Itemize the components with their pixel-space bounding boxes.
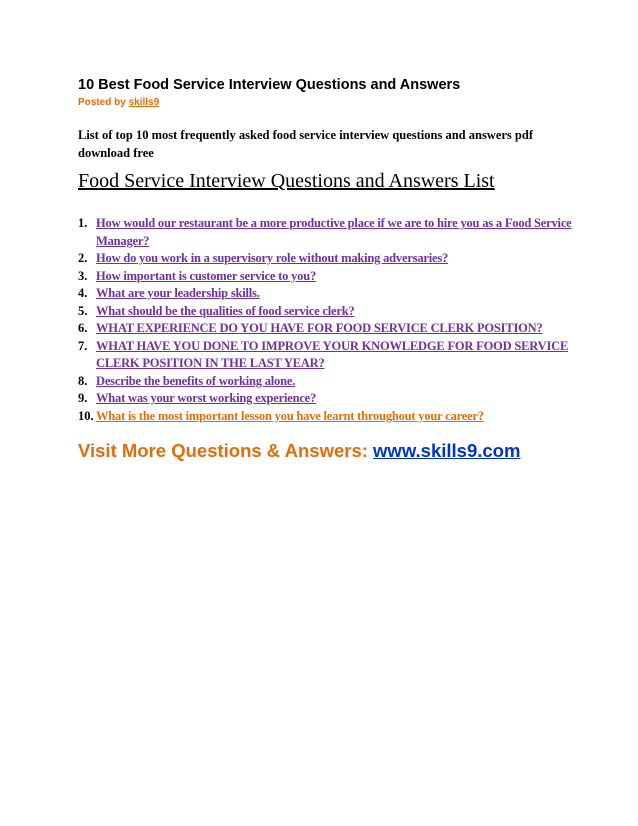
intro-paragraph: List of top 10 most frequently asked food service interview questions and answers pdf download free: [78, 128, 533, 160]
list-number: 8.: [78, 373, 88, 388]
question-link[interactable]: What was your worst working experience?: [96, 391, 317, 405]
question-link[interactable]: What are your leadership skills.: [96, 286, 260, 300]
question-link[interactable]: What is the most important lesson you have learnt throughout your career?: [96, 408, 484, 423]
question-list: [78, 215, 578, 425]
list-number: 2.: [78, 251, 88, 265]
visit-label: Visit More Questions & Answers:: [78, 440, 368, 461]
list-item: [78, 320, 578, 338]
section-heading: Food Service Interview Questions and Answers List: [78, 170, 495, 192]
question-link[interactable]: WHAT EXPERIENCE DO YOU HAVE FOR FOOD SERVICE CLERK POSITION?: [96, 321, 543, 335]
list-number: 6.: [78, 321, 88, 335]
list-item: [78, 285, 578, 303]
list-item: [78, 268, 578, 286]
visit-line: [78, 440, 520, 462]
question-link[interactable]: What should be the qualities of food service clerk?: [96, 303, 355, 318]
website-link[interactable]: www.skills9.com: [373, 440, 521, 461]
list-number: 4.: [78, 286, 88, 300]
list-item: [78, 303, 578, 321]
list-item: [78, 250, 578, 268]
list-number: 3.: [78, 268, 88, 283]
list-item: [78, 338, 578, 373]
list-number: 9.: [78, 391, 88, 405]
question-link[interactable]: How would our restaurant be a more productive place if we are to hire you as a Food Service Manager?: [96, 216, 572, 248]
question-link[interactable]: Describe the benefits of working alone.: [96, 373, 296, 388]
question-link[interactable]: How important is customer service to you?: [96, 268, 317, 283]
list-number: 10.: [78, 408, 94, 423]
posted-by-label: Posted by: [78, 97, 126, 108]
list-item: [78, 373, 578, 391]
list-number: 1.: [78, 216, 88, 230]
list-number: 7.: [78, 338, 88, 353]
list-number: 5.: [78, 303, 88, 318]
posted-by-line: [78, 97, 159, 108]
list-item: [78, 408, 578, 426]
question-link[interactable]: How do you work in a supervisory role without making adversaries?: [96, 251, 449, 265]
document-title: 10 Best Food Service Interview Questions and Answers: [78, 77, 461, 93]
list-item: [78, 390, 578, 408]
author-link[interactable]: skills9: [128, 97, 160, 108]
question-link[interactable]: WHAT HAVE YOU DONE TO IMPROVE YOUR KNOWLEDGE FOR FOOD SERVICE CLERK POSITION IN THE LAST YEAR?: [96, 338, 569, 370]
list-item: [78, 215, 578, 250]
